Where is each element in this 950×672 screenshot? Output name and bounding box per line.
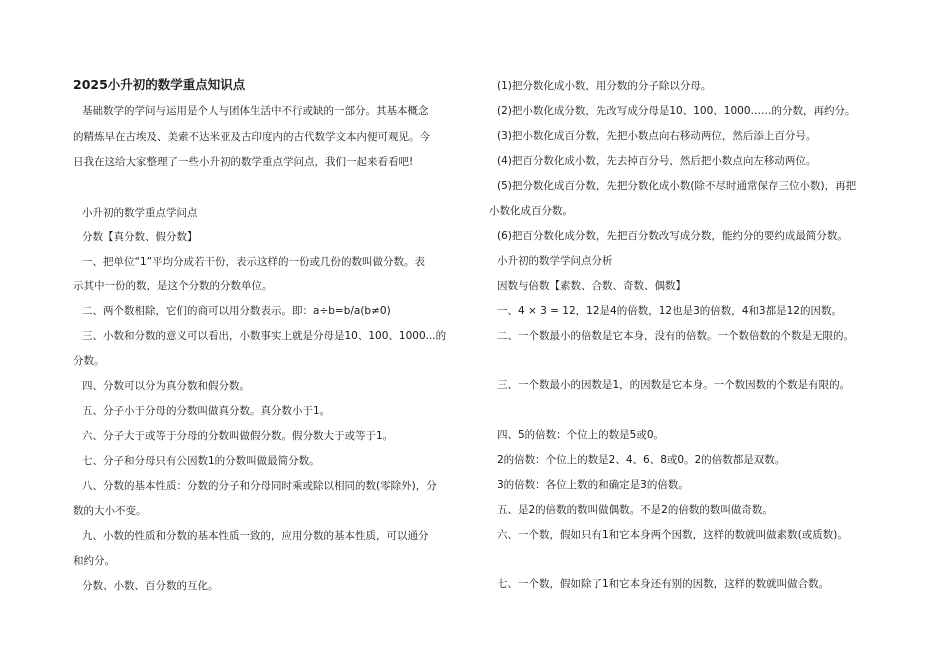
paragraph-line: 二、两个数相除，它们的商可以用分数表示。即：a÷b=b/a(b≠0) (82, 305, 391, 317)
section-heading: 小升初的数学学问点分析 (497, 255, 613, 267)
paragraph-line: 一、4 × 3 = 12，12是4的倍数，12也是3的倍数，4和3都是12的因数。 (497, 305, 842, 317)
paragraph-line: 二、一个数最小的倍数是它本身，没有的倍数。一个数倍数的个数是无限的。 (497, 330, 854, 342)
paragraph-line: 3的倍数：各位上数的和确定是3的倍数。 (497, 479, 689, 491)
paragraph-line: 七、分子和分母只有公因数1的分数叫做最简分数。 (82, 455, 320, 467)
paragraph-line: 数的大小不变。 (73, 505, 147, 517)
paragraph-line: 五、是2的倍数的数叫做偶数。不是2的倍数的数叫做奇数。 (497, 504, 773, 516)
paragraph-line: 和约分。 (73, 555, 115, 567)
paragraph-line: (2)把小数化成分数，先改写成分母是10、100、1000……的分数，再约分。 (497, 105, 856, 117)
paragraph-line: 四、5的倍数：个位上的数是5或0。 (497, 429, 665, 441)
paragraph-line: (6)把百分数化成分数，先把百分数改写成分数，能约分的要约成最简分数。 (497, 230, 848, 242)
paragraph-line: 四、分数可以分为真分数和假分数。 (82, 380, 250, 392)
paragraph-line: 八、分数的基本性质：分数的分子和分母同时乘或除以相同的数(零除外)，分 (82, 480, 437, 492)
paragraph-line: 一、把单位“1”平均分成若干份，表示这样的一份或几份的数叫做分数。表 (82, 256, 426, 268)
paragraph-line: (1)把分数化成小数，用分数的分子除以分母。 (497, 80, 712, 92)
paragraph-line: 分数、小数、百分数的互化。 (82, 580, 219, 592)
paragraph-line: 三、一个数最小的因数是1，的因数是它本身。一个数因数的个数是有限的。 (497, 379, 851, 391)
paragraph-line: 六、一个数，假如只有1和它本身两个因数，这样的数就叫做素数(或质数)。 (497, 529, 848, 541)
paragraph-line: (4)把百分数化成小数，先去掉百分号，然后把小数点向左移动两位。 (497, 155, 817, 167)
subsection-heading: 分数【真分数、假分数】 (82, 231, 198, 243)
paragraph-line: 2的倍数：个位上的数是2、4、6、8或0。2的倍数都是双数。 (497, 454, 786, 466)
paragraph-line: (3)把小数化成百分数，先把小数点向右移动两位，然后添上百分号。 (497, 130, 817, 142)
paragraph-line: 三、小数和分数的意义可以看出，小数事实上就是分母是10、100、1000...的 (82, 330, 447, 342)
section-heading: 小升初的数学重点学问点 (82, 207, 198, 219)
intro-line: 的精炼早在古埃及、美索不达米亚及古印度内的古代数学文本内便可观见。今 (73, 131, 430, 143)
intro-line: 日我在这给大家整理了一些小升初的数学重点学问点，我们一起来看看吧! (73, 156, 414, 168)
paragraph-line: 七、一个数，假如除了1和它本身还有别的因数，这样的数就叫做合数。 (497, 578, 830, 590)
paragraph-line: (5)把分数化成百分数，先把分数化成小数(除不尽时通常保存三位小数)，再把 (497, 180, 857, 192)
paragraph-line: 小数化成百分数。 (489, 205, 573, 217)
document-title: 2025小升初的数学重点知识点 (73, 77, 246, 92)
intro-line: 基础数学的学问与运用是个人与团体生活中不行或缺的一部分。其基本概念 (82, 105, 429, 117)
paragraph-line: 九、小数的性质和分数的基本性质一致的，应用分数的基本性质，可以通分 (82, 530, 429, 542)
paragraph-line: 示其中一份的数，是这个分数的分数单位。 (73, 280, 273, 292)
subsection-heading: 因数与倍数【素数、合数、奇数、偶数】 (497, 280, 686, 292)
paragraph-line: 五、分子小于分母的分数叫做真分数。真分数小于1。 (82, 405, 331, 417)
paragraph-line: 六、分子大于或等于分母的分数叫做假分数。假分数大于或等于1。 (82, 430, 394, 442)
paragraph-line: 分数。 (73, 355, 105, 367)
